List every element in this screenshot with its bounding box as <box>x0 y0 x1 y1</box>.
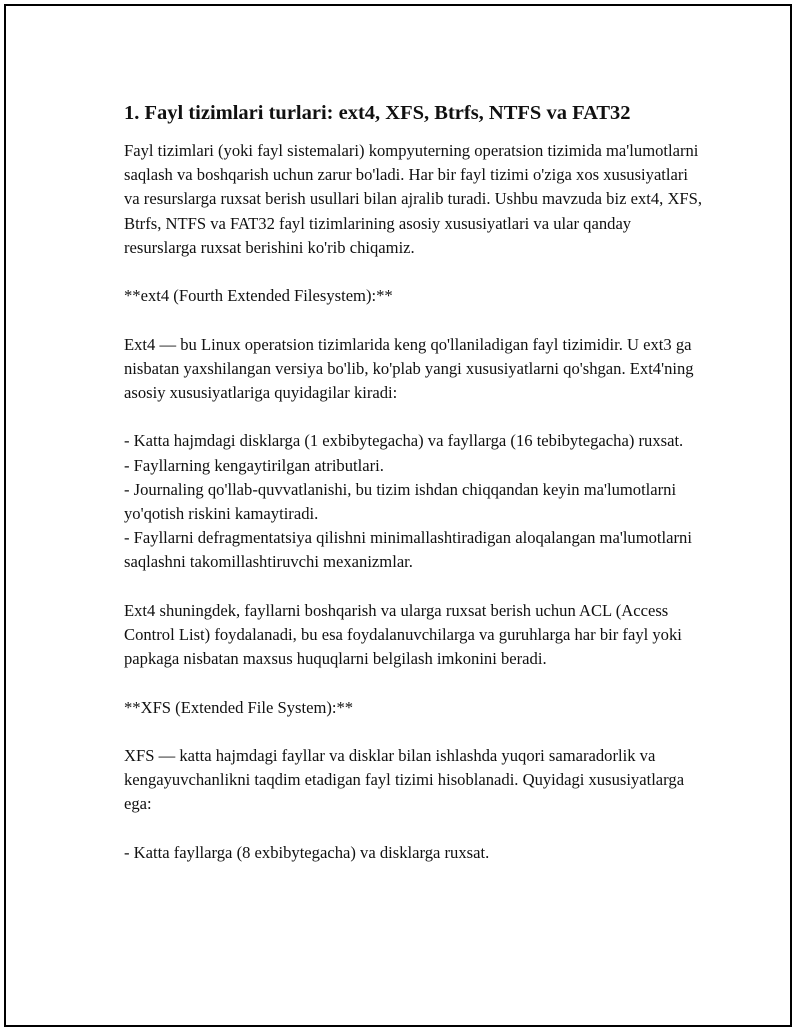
xfs-intro-paragraph: XFS — katta hajmdagi fayllar va disklar bilan ishlashda yuqori samaradorlik va kengayuvchanlikni taqdim etadigan fayl tizimi hisoblanadi. Quyidagi xususiyatlarga ega: <box>124 745 685 814</box>
xfs-title: **XFS (Extended File System):** <box>124 697 354 717</box>
ext4-title: **ext4 (Fourth Extended Filesystem):** <box>124 286 393 306</box>
intro-paragraph: Fayl tizimlari (yoki fayl sistemalari) kompyuterning operatsion tizimida ma'lumotlarni saqlash va boshqarish uchun zarur bo'ladi. Har bir fayl tizimi o'ziga xos xususiyatlari va resurslarga ruxsat berish usullari bilan ajralib turadi. Ushbu mavzuda biz ext4, XFS, Btrfs, NTFS va FAT32 fayl tizimlarining asosiy xususiyatlari va ular qanday resurslarga ruxsat berishini ko'rib chiqamiz. <box>124 141 703 257</box>
ext4-feature-list <box>124 429 704 574</box>
list-item: - Katta fayllarga (8 exbibytegacha) va disklarga ruxsat. <box>124 842 490 862</box>
page-frame <box>4 4 792 1027</box>
list-item: - Fayllarning kengaytirilgan atributlari. <box>124 455 384 475</box>
list-item: - Journaling qo'llab-quvvatlanishi, bu tizim ishdan chiqqandan keyin ma'lumotlarni yo'qotish riskini kamaytiradi. <box>124 479 677 523</box>
xfs-feature-list <box>124 841 704 865</box>
list-item: - Fayllarni defragmentatsiya qilishni minimallashtiradigan aloqalangan ma'lumotlarni saqlashni takomillashtiruvchi mexanizmlar. <box>124 528 692 572</box>
document-body <box>124 99 704 889</box>
list-item: - Katta hajmdagi disklarga (1 exbibytegacha) va fayllarga (16 tebibytegacha) ruxsat. <box>124 431 684 451</box>
section-heading: 1. Fayl tizimlari turlari: ext4, XFS, Btrfs, NTFS va FAT32 <box>124 102 631 124</box>
ext4-acl-paragraph: Ext4 shuningdek, fayllarni boshqarish va ularga ruxsat berish uchun ACL (Access Control List) foydalanadi, bu esa foydalanuvchilarga va guruhlarga har bir fayl yoki papkaga nisbatan maxsus huquqlarni belgilash imkonini beradi. <box>124 600 682 669</box>
ext4-intro-paragraph: Ext4 — bu Linux operatsion tizimlarida keng qo'llaniladigan fayl tizimidir. U ext3 ga nisbatan yaxshilangan versiya bo'lib, ko'plab yangi xususiyatlarni qo'shgan. Ext4'ning asosiy xususiyatlariga quyidagilar kiradi: <box>124 334 694 402</box>
